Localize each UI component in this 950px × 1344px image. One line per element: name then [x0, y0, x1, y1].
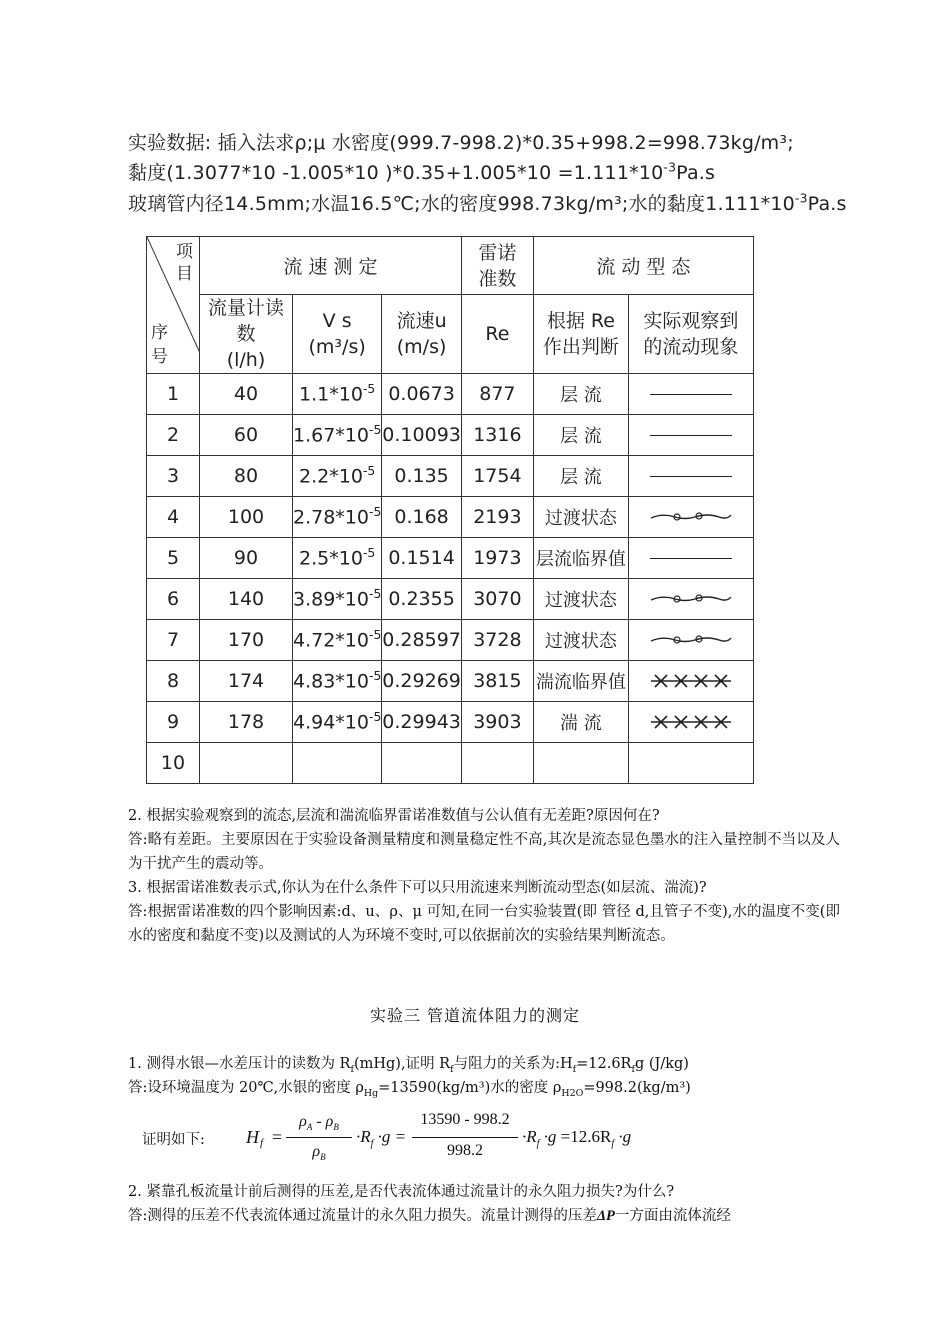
formula-frac2-num: 13590 - 998.2 — [420, 1111, 510, 1128]
row-observed — [628, 415, 753, 456]
header-line-1: 实验数据: 插入法求ρ;μ 水密度(999.7-998.2)*0.35+998.2=998.73kg/m³; — [128, 132, 794, 154]
header-velocity: 流速u (m/s) — [382, 295, 462, 374]
row-observed — [628, 579, 753, 620]
vs-exponent: -5 — [362, 382, 376, 397]
header-vs: V s (m³/s) — [293, 295, 382, 374]
vs-mantissa: 4.83*10 — [293, 670, 369, 693]
row-reynolds: 3070 — [461, 579, 533, 620]
row-reynolds: 1754 — [461, 456, 533, 497]
vs-exponent: -5 — [368, 710, 382, 725]
header-line-3-unit: Pa.s — [807, 193, 847, 215]
experiment-data-table — [146, 236, 754, 784]
formula-frac1-den: $\rho_B$ — [312, 1143, 326, 1163]
row-vs — [293, 456, 382, 497]
header-flow-pattern: 流 动 型 态 — [533, 237, 753, 295]
row-judgement: 湍流临界值 — [533, 661, 628, 702]
row-meter-reading: 174 — [200, 661, 293, 702]
table-corner-cell — [147, 237, 200, 374]
header-reynolds: 雷诺 准数 — [461, 237, 533, 295]
question-3: 3. 根据雷诺准数表示式,你认为在什么条件下可以只用流速来判断流动型态(如层流、湍流)? — [128, 880, 707, 896]
row-judgement: 层流临界值 — [533, 538, 628, 579]
transition-wave-icon — [649, 591, 733, 607]
row-meter-reading: 80 — [200, 456, 293, 497]
table-body — [147, 374, 754, 784]
row-reynolds — [461, 743, 533, 784]
formula-frac2-den: 998.2 — [447, 1142, 483, 1159]
table-row — [147, 661, 754, 702]
formula-frac1-num: $\rho_A - \rho_B$ — [299, 1113, 339, 1133]
row-meter-reading: 40 — [200, 374, 293, 415]
exp3-question-2: 2. 紧靠孔板流量计前后测得的压差,是否代表流体通过流量计的永久阻力损失?为什么? — [128, 1184, 675, 1200]
section-title-experiment-3: 实验三 管道流体阻力的测定 — [369, 1006, 581, 1025]
header-flow-measure: 流 速 测 定 — [200, 237, 462, 295]
row-velocity: 0.10093 — [382, 415, 462, 456]
vs-exponent: -5 — [368, 505, 382, 520]
row-vs — [293, 661, 382, 702]
vs-mantissa: 4.72*10 — [293, 629, 369, 652]
row-observed — [628, 620, 753, 661]
table-row — [147, 374, 754, 415]
row-reynolds: 1973 — [461, 538, 533, 579]
row-number: 3 — [147, 456, 200, 497]
header-line-2-exponent: -3 — [663, 160, 677, 175]
header-line-2-text: 黏度(1.3077*10 -1.005*10 )*0.35+1.005*10 =1.111*10 — [128, 162, 664, 184]
row-judgement: 过渡状态 — [533, 620, 628, 661]
row-vs — [293, 497, 382, 538]
row-meter-reading: 178 — [200, 702, 293, 743]
exp3-answer-1: 答:设环境温度为 20℃,水银的密度 $\rho_{Hg}=13590(kg/m^3)$水的密度 $\rho_{H2O}=998.2(kg/m^3)$ — [128, 1080, 691, 1099]
table-row — [147, 579, 754, 620]
row-number: 7 — [147, 620, 200, 661]
row-vs — [293, 579, 382, 620]
row-judgement: 湍 流 — [533, 702, 628, 743]
vs-exponent: -5 — [362, 464, 376, 479]
row-judgement: 过渡状态 — [533, 579, 628, 620]
row-meter-reading: 170 — [200, 620, 293, 661]
vs-mantissa: 2.5*10 — [299, 547, 363, 570]
row-vs — [293, 620, 382, 661]
row-observed — [628, 702, 753, 743]
row-observed — [628, 497, 753, 538]
header-line-3-exponent: -3 — [794, 191, 808, 206]
laminar-line-icon — [650, 476, 732, 477]
row-judgement: 层 流 — [533, 374, 628, 415]
row-velocity: 0.29943 — [382, 702, 462, 743]
row-velocity: 0.168 — [382, 497, 462, 538]
row-reynolds: 1316 — [461, 415, 533, 456]
vs-mantissa: 1.1*10 — [299, 383, 363, 406]
row-meter-reading — [200, 743, 293, 784]
row-velocity: 0.0673 — [382, 374, 462, 415]
vs-exponent: -5 — [368, 628, 382, 643]
formula-term1: $\cdot R_f \cdot g$ = — [356, 1127, 407, 1150]
row-velocity: 0.1514 — [382, 538, 462, 579]
vs-mantissa: 2.2*10 — [299, 465, 363, 488]
row-velocity: 0.28597 — [382, 620, 462, 661]
corner-label-number: 序 号 — [151, 323, 168, 367]
header-line-3 — [128, 189, 847, 216]
table-row — [147, 743, 754, 784]
formula-eq1: = — [272, 1127, 283, 1147]
header-line-2 — [128, 158, 715, 185]
laminar-line-icon — [650, 394, 732, 395]
row-observed — [628, 661, 753, 702]
table-row — [147, 415, 754, 456]
turbulent-cross-icon — [649, 714, 733, 730]
question-2: 2. 根据实验观察到的流态,层流和湍流临界雷诺准数值与公认值有无差距?原因何在? — [128, 808, 660, 824]
row-vs — [293, 374, 382, 415]
transition-wave-icon — [649, 632, 733, 648]
vs-mantissa: 4.94*10 — [293, 711, 369, 734]
exp3-question-1: 1. 测得水银—水差压计的读数为 $R_f(mHg)$,证明 $R_f$与阻力的关系为$:H_f=12.6R_fg$ (J/kg) — [128, 1056, 689, 1075]
row-vs — [293, 538, 382, 579]
row-judgement: 过渡状态 — [533, 497, 628, 538]
table-row — [147, 497, 754, 538]
formula-term2: $\cdot R_f \cdot g =12.6R_f \cdot g$ — [522, 1127, 632, 1150]
row-observed — [628, 456, 753, 497]
row-number: 10 — [147, 743, 200, 784]
answer-3: 答:根据雷诺准数的四个影响因素:d、u、ρ、μ 可知,在同一台实验装置(即 管径 d,且管子不变),水的温度不变(即 水的密度和黏度不变)以及测试的人为环境不变时,可以依据前次的实验结果判断流态。 — [128, 904, 840, 944]
formula-frac2-bar — [412, 1137, 518, 1138]
resistance-formula — [246, 1113, 666, 1173]
laminar-line-icon — [650, 435, 732, 436]
row-number: 9 — [147, 702, 200, 743]
table-row — [147, 620, 754, 661]
row-reynolds: 2193 — [461, 497, 533, 538]
formula-H: H — [246, 1127, 259, 1147]
row-reynolds: 3815 — [461, 661, 533, 702]
vs-exponent: -5 — [368, 587, 382, 602]
row-velocity: 0.135 — [382, 456, 462, 497]
row-number: 6 — [147, 579, 200, 620]
turbulent-cross-icon — [649, 673, 733, 689]
vs-mantissa: 2.78*10 — [293, 506, 369, 529]
row-number: 5 — [147, 538, 200, 579]
row-velocity — [382, 743, 462, 784]
formula-H-sub: f — [260, 1137, 264, 1149]
row-vs — [293, 702, 382, 743]
vs-exponent: -5 — [362, 546, 376, 561]
row-number: 8 — [147, 661, 200, 702]
row-observed — [628, 743, 753, 784]
header-judgement: 根据 Re 作出判断 — [533, 295, 628, 374]
vs-mantissa: 1.67*10 — [293, 424, 369, 447]
formula-frac1-bar — [286, 1137, 352, 1138]
transition-wave-icon — [649, 509, 733, 525]
table-row — [147, 538, 754, 579]
proof-label: 证明如下: — [142, 1132, 205, 1148]
row-number: 4 — [147, 497, 200, 538]
row-number: 2 — [147, 415, 200, 456]
header-re: Re — [461, 295, 533, 374]
header-line-3-text: 玻璃管内径14.5mm;水温16.5℃;水的密度998.73kg/m³;水的黏度1.111*10 — [128, 193, 795, 215]
answer-2: 答:略有差距。主要原因在于实验设备测量精度和测量稳定性不高,其次是流态显色墨水的注入量控制不当以及人为干扰产生的震动等。 — [128, 832, 840, 872]
row-observed — [628, 374, 753, 415]
row-vs — [293, 415, 382, 456]
row-vs — [293, 743, 382, 784]
row-number: 1 — [147, 374, 200, 415]
table-row — [147, 702, 754, 743]
header-observed: 实际观察到 的流动现象 — [628, 295, 753, 374]
row-velocity: 0.29269 — [382, 661, 462, 702]
row-meter-reading: 100 — [200, 497, 293, 538]
header-line-2-unit: Pa.s — [676, 162, 716, 184]
corner-label-item: 项 目 — [176, 242, 193, 284]
row-reynolds: 3903 — [461, 702, 533, 743]
row-meter-reading: 90 — [200, 538, 293, 579]
exp3-answer-2: 答:测得的压差不代表流体通过流量计的永久阻力损失。流量计测得的压差ΔP一方面由流体流经 — [128, 1208, 731, 1224]
vs-exponent: -5 — [368, 669, 382, 684]
row-reynolds: 877 — [461, 374, 533, 415]
vs-exponent: -5 — [368, 423, 382, 438]
row-meter-reading: 140 — [200, 579, 293, 620]
row-judgement: 层 流 — [533, 456, 628, 497]
row-velocity: 0.2355 — [382, 579, 462, 620]
row-meter-reading: 60 — [200, 415, 293, 456]
laminar-line-icon — [650, 558, 732, 559]
header-meter-reading: 流量计读数 (l/h) — [200, 295, 293, 374]
table-row — [147, 456, 754, 497]
row-reynolds: 3728 — [461, 620, 533, 661]
row-observed — [628, 538, 753, 579]
vs-mantissa: 3.89*10 — [293, 588, 369, 611]
row-judgement: 层 流 — [533, 415, 628, 456]
row-judgement — [533, 743, 628, 784]
